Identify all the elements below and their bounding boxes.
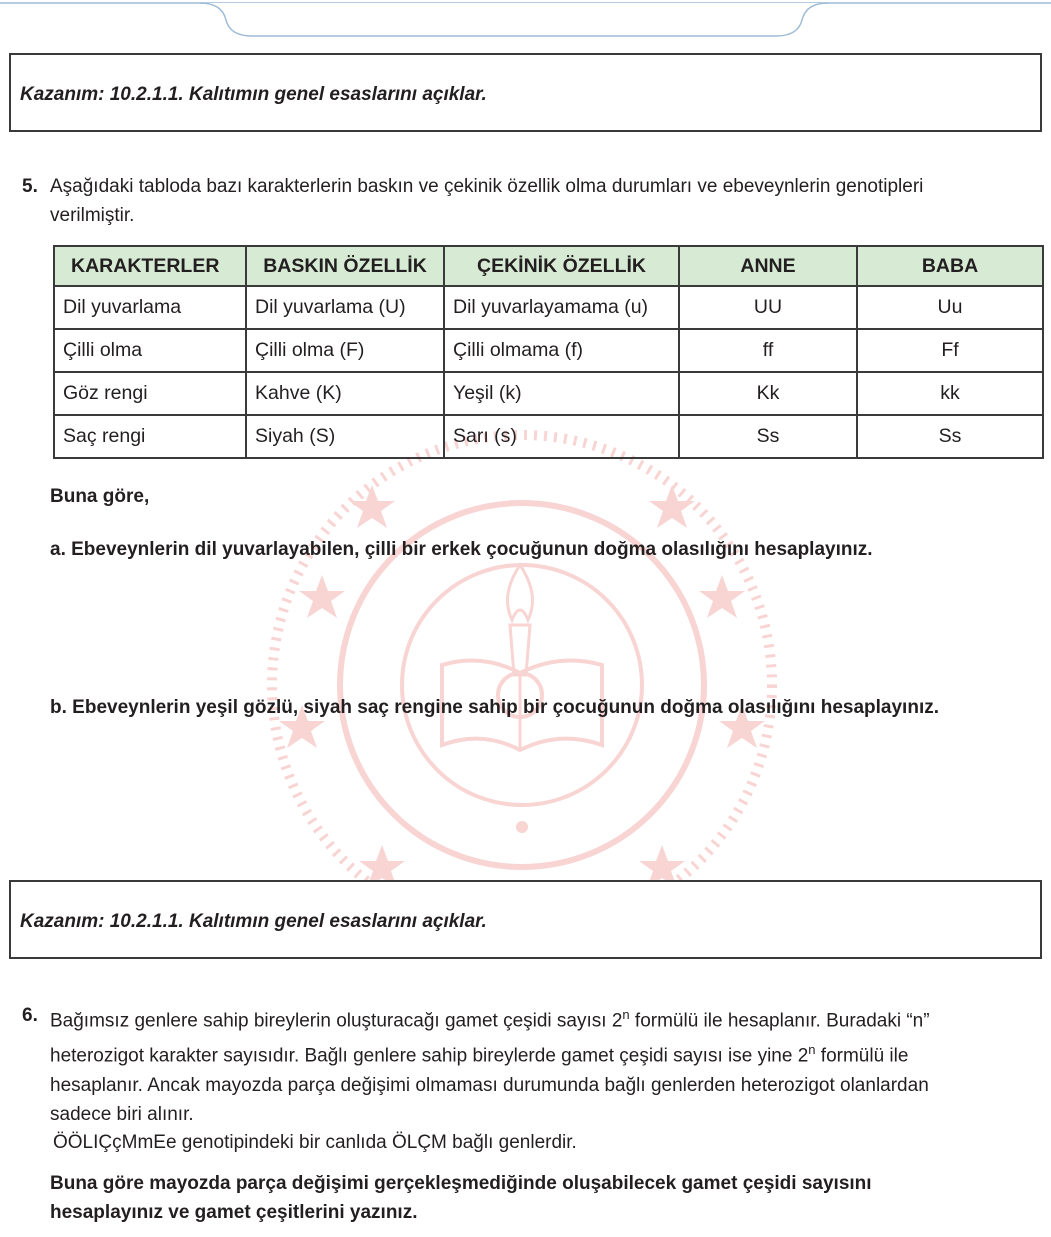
table-row [54, 329, 1043, 372]
header-characters: KARAKTERLER [54, 246, 246, 286]
table-cell: Ss [679, 415, 857, 458]
table-cell: Çilli olmama (f) [444, 329, 679, 372]
table-cell: Çilli olma [54, 329, 246, 372]
question-5-stem-line1: Aşağıdaki tabloda bazı karakterlerin baskın ve çekinik özellik olma durumları ve ebeveynlerin genotipleri [50, 176, 924, 197]
question-6-stem-line4: sadece biri alınır. [50, 1103, 194, 1125]
table-cell: kk [857, 372, 1043, 415]
stem-text: heterozigot karakter sayısıdır. Bağlı genlere sahip bireylerde gamet çeşidi sayısı ise yine 2 [50, 1045, 809, 1067]
learning-outcome-box-1 [9, 53, 1042, 132]
table-cell: Kahve (K) [246, 372, 444, 415]
learning-outcome-text: Kazanım: 10.2.1.1. Kalıtımın genel esaslarını açıklar. [20, 911, 487, 932]
question-6-stem-line1 [50, 1000, 930, 1035]
stem-text: formülü ile hesaplanır. Buradaki “n” [629, 1010, 930, 1032]
header-mother: ANNE [679, 246, 857, 286]
question-5-lead: Buna göre, [50, 486, 150, 507]
table-cell: UU [679, 286, 857, 329]
table-cell: Çilli olma (F) [246, 329, 444, 372]
table-cell: Dil yuvarlayamama (u) [444, 286, 679, 329]
table-cell: Göz rengi [54, 372, 246, 415]
stem-text: formülü ile [815, 1045, 909, 1067]
ministry-seal-watermark [262, 425, 782, 945]
header-recessive: ÇEKİNİK ÖZELLİK [444, 246, 679, 286]
table-cell: Saç rengi [54, 415, 246, 458]
table-cell: Ff [857, 329, 1043, 372]
question-6-number: 6. [22, 1005, 38, 1026]
inheritance-table [53, 245, 1044, 459]
table-cell: Ss [857, 415, 1043, 458]
header-father: BABA [857, 246, 1043, 286]
question-6-prompt [50, 1169, 872, 1227]
table-cell: Uu [857, 286, 1043, 329]
question-6-stem-line2 [50, 1035, 930, 1070]
question-5-stem [50, 172, 923, 230]
question-6-genotype: ÖÖLIÇçMmEe genotipindeki bir canlıda ÖLÇM bağlı genlerdir. [53, 1132, 577, 1153]
question-6-stem [50, 1000, 930, 1129]
table-row [54, 415, 1043, 458]
header-dominant: BASKIN ÖZELLİK [246, 246, 444, 286]
question-5-stem-line2: verilmiştir. [50, 205, 135, 226]
table-cell: ff [679, 329, 857, 372]
table-cell: Yeşil (k) [444, 372, 679, 415]
table-cell: Sarı (s) [444, 415, 679, 458]
question-6-prompt-line2: hesaplayınız ve gamet çeşitlerini yazınız. [50, 1202, 418, 1223]
table-row [54, 372, 1043, 415]
exponent: n [622, 1007, 630, 1022]
table-header-row [54, 246, 1043, 286]
learning-outcome-box-2 [9, 880, 1042, 959]
question-5-part-a: a. Ebeveynlerin dil yuvarlayabilen, çilli bir erkek çocuğunun doğma olasılığını hesaplayınız. [50, 539, 873, 560]
question-6-prompt-line1: Buna göre mayozda parça değişimi gerçekleşmediğinde oluşabilecek gamet çeşidi sayısını [50, 1173, 872, 1194]
table-cell: Kk [679, 372, 857, 415]
page-top-tab [0, 0, 1051, 40]
learning-outcome-text: Kazanım: 10.2.1.1. Kalıtımın genel esaslarını açıklar. [20, 84, 487, 105]
table-cell: Dil yuvarlama [54, 286, 246, 329]
question-5-number: 5. [22, 176, 38, 197]
exponent: n [808, 1042, 816, 1058]
table-cell: Siyah (S) [246, 415, 444, 458]
stem-text: Bağımsız genlere sahip bireylerin oluşturacağı gamet çeşidi sayısı 2 [50, 1010, 623, 1032]
question-5-part-b: b. Ebeveynlerin yeşil gözlü, siyah saç rengine sahip bir çocuğunun doğma olasılığını hesaplayınız. [50, 697, 940, 718]
table-cell: Dil yuvarlama (U) [246, 286, 444, 329]
table-row [54, 286, 1043, 329]
question-6-stem-line3: hesaplanır. Ancak mayozda parça değişimi olmaması durumunda bağlı genlerden heterozigot olanlardan [50, 1074, 929, 1096]
